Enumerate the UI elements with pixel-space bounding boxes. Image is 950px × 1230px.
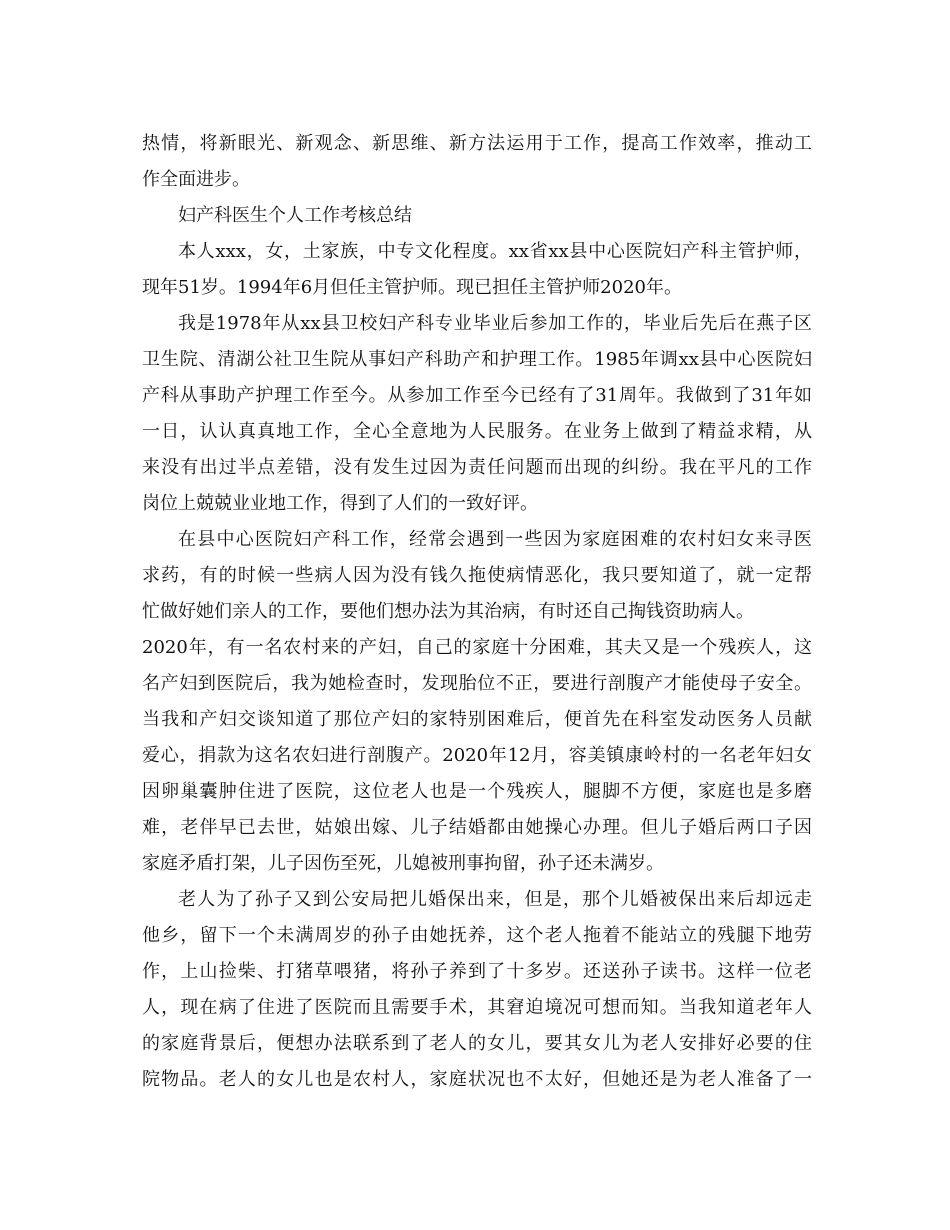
text-line: 当我和产妇交谈知道了那位产妇的家特别困难后，便首先在科室发动医务人员献 <box>142 709 812 730</box>
text-line: 爱心，捐款为这名农妇进行剖腹产。2020年12月，容美镇康岭村的一名老年妇女 <box>142 745 812 766</box>
text-line: 来没有出过半点差错，没有发生过因为责任问题而出现的纠纷。我在平凡的工作 <box>142 457 812 478</box>
text-line: 名产妇到医院后，我为她检查时，发现胎位不正，要进行剖腹产才能使母子安全。 <box>142 673 812 694</box>
text-line: 作，上山捡柴、打猪草喂猪，将孙子养到了十多岁。还送孙子读书。这样一位老 <box>142 961 812 982</box>
text-line: 一日，认认真真地工作，全心全意地为人民服务。在业务上做到了精益求精，从 <box>142 421 812 442</box>
text-line: 热情，将新眼光、新观念、新思维、新方法运用于工作，提高工作效率，推动工 <box>142 133 812 154</box>
text-line: 作全面进步。 <box>142 169 250 190</box>
text-line: 求药，有的时候一些病人因为没有钱久拖使病情恶化，我只要知道了，就一定帮 <box>142 565 812 586</box>
text-line: 忙做好她们亲人的工作，要他们想办法为其治病，有时还自己掏钱资助病人。 <box>142 601 754 622</box>
text-line: 岗位上兢兢业业地工作，得到了人们的一致好评。 <box>142 493 538 514</box>
text-line: 现年51岁。1994年6月但任主管护师。现已担任主管护师2020年。 <box>142 277 682 298</box>
text-line: 我是1978年从xx县卫校妇产科专业毕业后参加工作的，毕业后先后在燕子区 <box>178 313 812 334</box>
text-line: 老人为了孙子又到公安局把儿婚保出来，但是，那个儿婚被保出来后却远走 <box>178 889 812 910</box>
text-line: 本人xxx，女，土家族，中专文化程度。xx省xx县中心医院妇产科主管护师， <box>178 241 812 262</box>
text-line: 家庭矛盾打架，儿子因伤至死，儿媳被刑事拘留，孙子还未满岁。 <box>142 853 664 874</box>
text-line: 院物品。老人的女儿也是农村人，家庭状况也不太好，但她还是为老人准备了一 <box>142 1069 812 1090</box>
text-line: 难，老伴早已去世，姑娘出嫁、儿子结婚都由她操心办理。但儿子婚后两口子因 <box>142 817 812 838</box>
text-line: 他乡，留下一个未满周岁的孙子由她抚养，这个老人拖着不能站立的残腿下地劳 <box>142 925 812 946</box>
section-heading: 妇产科医生个人工作考核总结 <box>178 205 412 226</box>
text-line: 卫生院、清湖公社卫生院从事妇产科助产和护理工作。1985年调xx县中心医院妇 <box>142 349 812 370</box>
text-line: 人，现在病了住进了医院而且需要手术，其窘迫境况可想而知。当我知道老年人 <box>142 997 812 1018</box>
text-line: 的家庭背景后，便想办法联系到了老人的女儿，要其女儿为老人安排好必要的住 <box>142 1033 812 1054</box>
text-line: 因卵巢囊肿住进了医院，这位老人也是一个残疾人，腿脚不方便，家庭也是多磨 <box>142 781 812 802</box>
text-line: 产科从事助产护理工作至今。从参加工作至今已经有了31周年。我做到了31年如 <box>142 385 812 406</box>
text-line: 2020年，有一名农村来的产妇，自己的家庭十分困难，其夫又是一个残疾人，这 <box>142 637 812 658</box>
text-line: 在县中心医院妇产科工作，经常会遇到一些因为家庭困难的农村妇女来寻医 <box>178 529 812 550</box>
